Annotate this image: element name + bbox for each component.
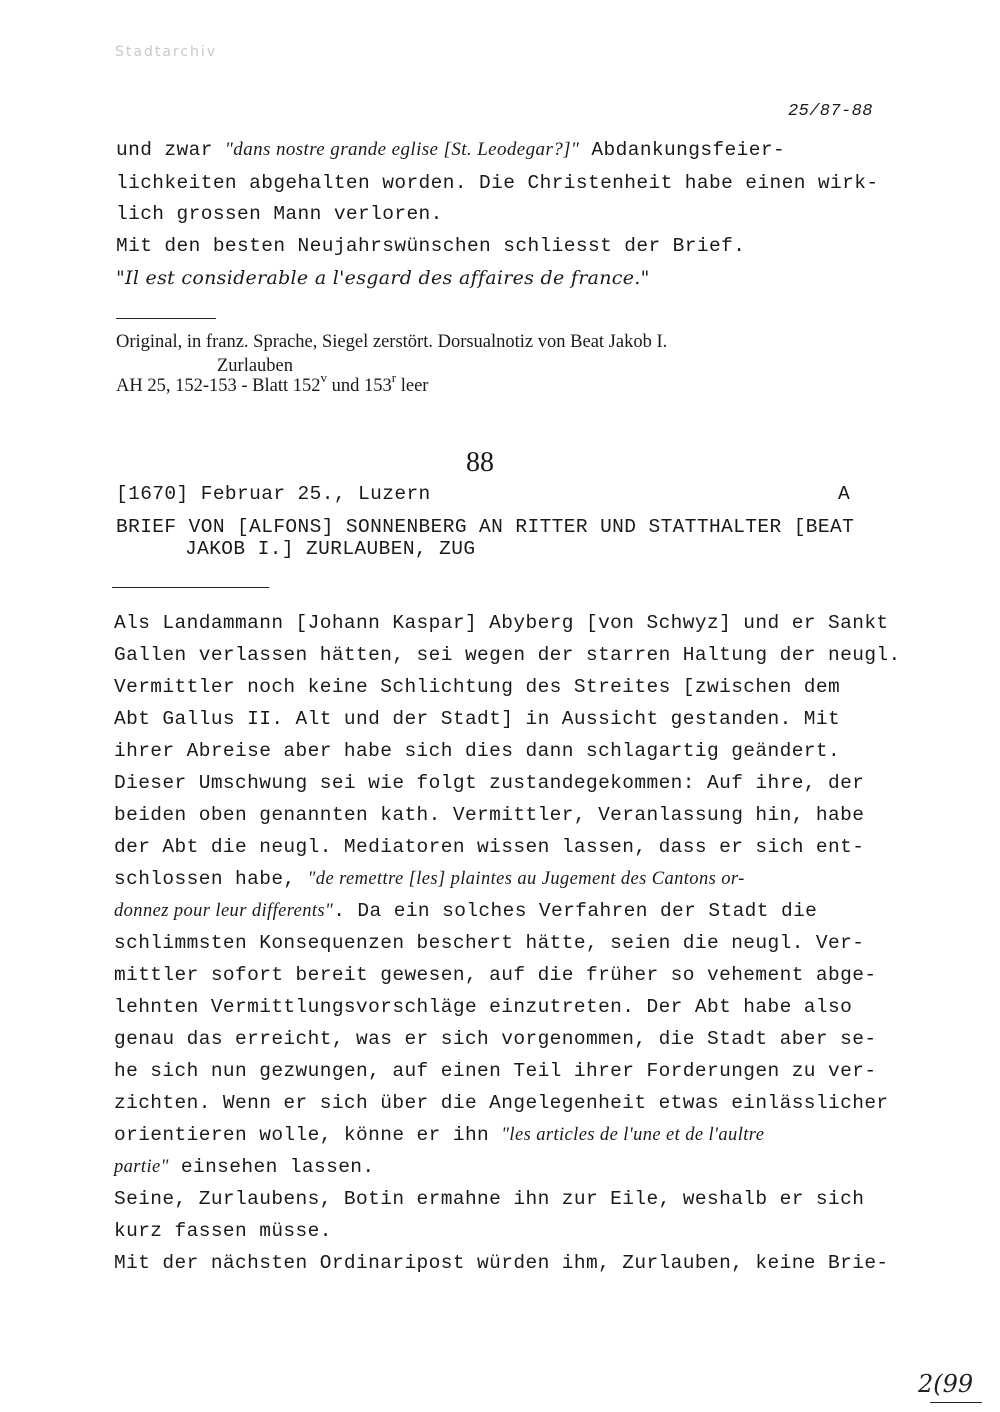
body-line-6: Dieser Umschwung sei wie folgt zustandegekommen: Auf ihre, der — [114, 772, 865, 794]
body-line-5: ihrer Abreise aber habe sich dies dann schlagartig geändert. — [114, 740, 841, 762]
prev-french-quote: "Il est considerable a l'esgard des affaires de france." — [116, 267, 650, 289]
prev-line-1-quote: "dans nostre grande eglise [St. Leodegar?]" — [224, 139, 580, 160]
body-line-18-text: einsehen lassen. — [168, 1156, 375, 1178]
body-line-17-text: orientieren wolle, könne er ihn — [114, 1124, 502, 1146]
body-line-15: he sich nun gezwungen, auf einen Teil ihrer Forderungen zu ver- — [114, 1060, 877, 1082]
body-line-4: Abt Gallus II. Alt und der Stadt] in Aussicht gestanden. Mit — [114, 708, 841, 730]
body-line-12: mittler sofort bereit gewesen, auf die früher so vehement abge- — [114, 964, 877, 986]
body-line-9-text: schlossen habe, — [114, 868, 308, 890]
body-line-21: Mit der nächsten Ordinaripost würden ihm, Zurlauben, keine Brie- — [114, 1252, 889, 1274]
entry-marker: A — [838, 483, 851, 505]
body-line-9-quote: "de remettre [les] plaintes au Jugement des Cantons or- — [307, 869, 745, 889]
prev-line-1-text-b: Abdankungsfeier- — [579, 139, 786, 161]
archive-signature — [116, 370, 429, 397]
body-line-14: genau das erreicht, was er sich vorgenommen, die Stadt aber se- — [114, 1028, 877, 1050]
archive-signature-mid: und 153 — [327, 376, 392, 396]
folio-stamp-text: 2(99 — [918, 1370, 974, 1398]
prev-line-1 — [116, 139, 785, 161]
sup-verso: v — [320, 370, 328, 385]
body-line-17-quote: "les articles de l'une et de l'aultre — [501, 1125, 765, 1145]
body-line-10-text: . Da ein solches Verfahren der Stadt die — [333, 900, 818, 922]
body-line-20: kurz fassen müsse. — [114, 1220, 332, 1242]
body-line-18 — [114, 1156, 375, 1178]
page-reference: 25/87-88 — [788, 102, 873, 121]
body-line-19: Seine, Zurlaubens, Botin ermahne ihn zur Eile, weshalb er sich — [114, 1188, 865, 1210]
entry-number: 88 — [466, 447, 494, 478]
prev-line-4: Mit den besten Neujahrswünschen schliesst der Brief. — [116, 235, 746, 257]
archive-signature-suffix: leer — [396, 376, 429, 396]
sup-recto: r — [391, 370, 397, 385]
body-line-2: Gallen verlassen hätten, sei wegen der starren Haltung der neugl. — [114, 644, 901, 666]
folio-stamp-underline — [930, 1402, 982, 1403]
archive-signature-text: AH 25, 152-153 - Blatt 152 — [116, 376, 321, 396]
entry-date-place: [1670] Februar 25., Luzern — [116, 483, 431, 505]
body-line-13: lehnten Vermittlungsvorschläge einzutreten. Der Abt habe also — [114, 996, 853, 1018]
folio-stamp — [918, 1370, 973, 1398]
source-note-line-1: Original, in franz. Sprache, Siegel zerstört. Dorsualnotiz von Beat Jakob I. — [116, 332, 668, 352]
body-line-11: schlimmsten Konsequenzen beschert hätte, seien die neugl. Ver- — [114, 932, 865, 954]
separator-rule-2 — [112, 587, 269, 588]
entry-title-line-1: BRIEF VON [ALFONS] SONNENBERG AN RITTER UND STATTHALTER [BEAT — [116, 516, 855, 538]
body-line-10 — [114, 900, 817, 922]
body-line-16: zichten. Wenn er sich über die Angelegenheit etwas einlässlicher — [114, 1092, 889, 1114]
separator-rule-1 — [116, 318, 216, 319]
entry-title-line-2: JAKOB I.] ZURLAUBEN, ZUG — [185, 538, 476, 560]
body-line-18-quote: partie" — [114, 1157, 169, 1177]
body-line-10-quote: donnez pour leur differents" — [114, 901, 334, 921]
source-note-line-2: Zurlauben — [217, 356, 294, 376]
body-line-7: beiden oben genannten kath. Vermittler, Veranlassung hin, habe — [114, 804, 865, 826]
prev-line-1-text: und zwar — [116, 139, 225, 161]
faint-archive-mark: Stadtarchiv — [115, 44, 218, 60]
prev-line-2: lichkeiten abgehalten worden. Die Christenheit habe einen wirk- — [116, 172, 879, 194]
body-line-9 — [114, 868, 745, 890]
body-line-1: Als Landammann [Johann Kaspar] Abyberg [von Schwyz] und er Sankt — [114, 612, 889, 634]
body-line-8: der Abt die neugl. Mediatoren wissen lassen, dass er sich ent- — [114, 836, 865, 858]
prev-line-3: lich grossen Mann verloren. — [116, 203, 443, 225]
body-line-3: Vermittler noch keine Schlichtung des Streites [zwischen dem — [114, 676, 841, 698]
body-line-17 — [114, 1124, 764, 1146]
